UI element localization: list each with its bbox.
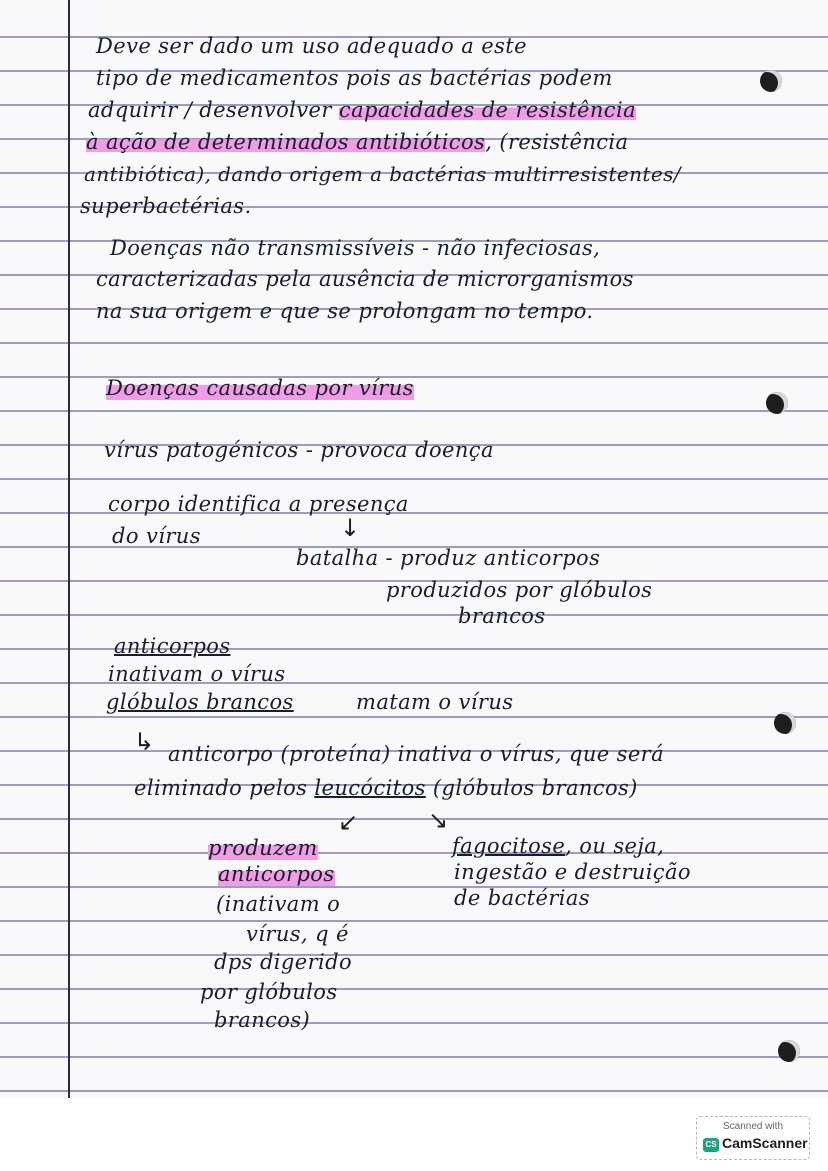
- branch-arrow-right-icon: ↘: [428, 806, 449, 834]
- body-identifies-line-2: do vírus: [112, 524, 201, 548]
- explanation-line-1: anticorpo (proteína) inativa o vírus, que será: [168, 742, 665, 766]
- margin-line: [68, 0, 70, 1098]
- battle-line-1: batalha - produz anticorpos: [296, 546, 601, 570]
- para1-line-6: superbactérias.: [80, 194, 252, 218]
- para1-line-3-a: adquirir / desenvolver: [88, 98, 339, 122]
- right-branch-line-1: [452, 832, 664, 860]
- down-arrow-icon: ↓: [340, 514, 361, 542]
- left-branch-line-1: (inativam o: [216, 892, 341, 916]
- left-branch-line-3: dps digerido: [214, 950, 353, 974]
- binder-hole-2: [766, 392, 788, 414]
- return-arrow-icon: ↳: [134, 728, 155, 756]
- binder-hole-4: [778, 1040, 800, 1062]
- highlight-capacidades: capacidades de resistência: [338, 98, 636, 122]
- left-branch-line-4: por glóbulos: [200, 980, 338, 1004]
- antibodies-label: anticorpos: [114, 634, 231, 658]
- para2-line-1: Doenças não transmissíveis - não infeciosas,: [110, 236, 601, 260]
- para1-line-5: antibiótica), dando origem a bactérias multirresistentes/: [84, 162, 681, 186]
- explanation-line-2: [134, 774, 638, 802]
- fagocitose-word: fagocitose: [452, 834, 566, 858]
- white-cells-desc: matam o vírus: [356, 690, 514, 714]
- badge-brand: CamScanner: [722, 1135, 808, 1151]
- right-branch-line-2: ingestão e destruição: [454, 860, 691, 884]
- left-branch-title-2: anticorpos: [218, 862, 335, 886]
- antibodies-desc: inativam o vírus: [108, 662, 286, 686]
- left-branch-line-2: vírus, q é: [246, 922, 349, 946]
- para2-line-2: caracterizadas pela ausência de microrganismos: [96, 267, 634, 291]
- left-branch-title-1: produzem: [208, 836, 318, 860]
- explanation-line-2-b: (glóbulos brancos): [425, 776, 638, 800]
- battle-line-3: brancos: [458, 604, 546, 628]
- para1-line-3: [88, 96, 636, 124]
- virus-pathogenic-line: vírus patogénicos - provoca doença: [104, 438, 494, 462]
- para1-line-4: [86, 128, 628, 156]
- badge-caption: Scanned with: [722, 1121, 784, 1132]
- camscanner-logo-icon: CS: [703, 1138, 719, 1152]
- para2-line-3: na sua origem e que se prolongam no tempo.: [96, 299, 594, 323]
- right-branch-line-3: de bactérias: [454, 886, 590, 910]
- explanation-line-2-a: eliminado pelos: [134, 776, 315, 800]
- binder-hole-3: [774, 712, 796, 734]
- right-branch-line-1-b: , ou seja,: [565, 834, 665, 858]
- white-cells-label: glóbulos brancos: [106, 690, 294, 714]
- para1-line-4-b: , (resistência: [485, 130, 629, 154]
- highlight-acao-antibioticos: à ação de determinados antibióticos: [86, 130, 486, 154]
- body-identifies-line-1: corpo identifica a presença: [108, 492, 409, 516]
- left-branch-line-5: brancos): [214, 1008, 311, 1032]
- para1-line-2: tipo de medicamentos pois as bactérias podem: [96, 66, 613, 90]
- para1-line-1: Deve ser dado um uso adequado a este: [96, 34, 527, 58]
- binder-hole-1: [760, 70, 782, 92]
- leukocytes-word: leucócitos: [314, 776, 426, 800]
- branch-arrow-left-icon: ↙: [338, 808, 359, 836]
- section-heading: Doenças causadas por vírus: [106, 376, 414, 400]
- battle-line-2: produzidos por glóbulos: [386, 578, 653, 602]
- camscanner-badge: [696, 1116, 810, 1160]
